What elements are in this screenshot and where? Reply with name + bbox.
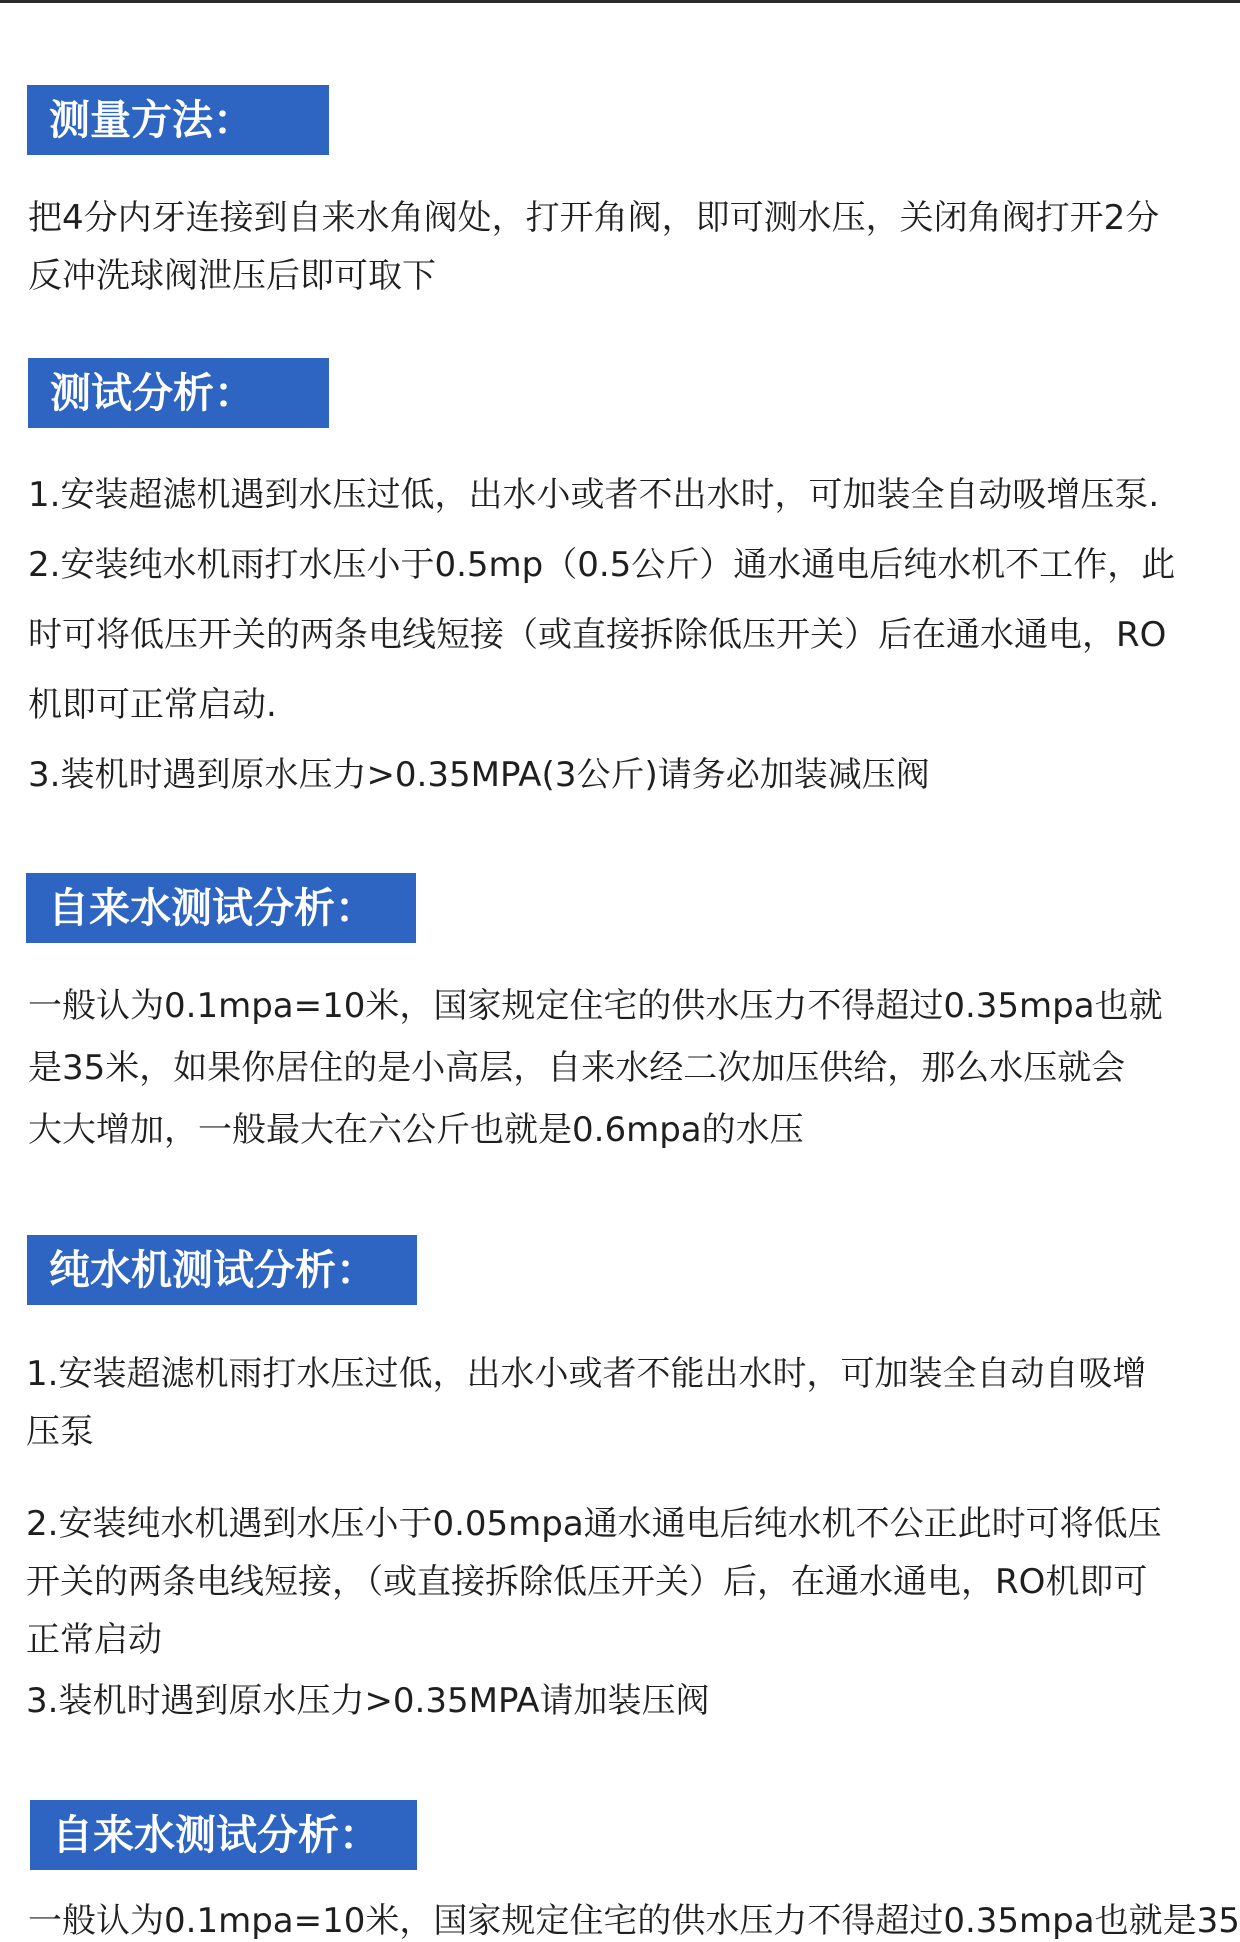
section-heading-measurement-method (27, 85, 329, 155)
paragraph-line: 机即可正常启动. (28, 685, 277, 725)
paragraph-line: 反冲洗球阀泄压后即可取下 (28, 256, 436, 296)
section-paragraph-purifier-analysis-cont (26, 1495, 1162, 1669)
section-heading-text: 自来水测试分析： (52, 1811, 380, 1859)
section-heading-test-analysis (28, 358, 329, 428)
paragraph-line: 时可将低压开关的两条电线短接（或直接拆除低压开关）后在通水通电，RO (28, 615, 1167, 655)
paragraph-line: 把4分内牙连接到自来水角阀处，打开角阀，即可测水压，关闭角阀打开2分 (28, 198, 1160, 238)
section-heading-text: 纯水机测试分析： (49, 1246, 377, 1294)
section-paragraph-tap-water-analysis (28, 975, 1163, 1161)
paragraph-line: 是35米，如果你居住的是小高层，自来水经二次加压供给，那么水压就会 (28, 1048, 1126, 1088)
section-paragraph-purifier-analysis (26, 1345, 1146, 1461)
paragraph-line: 压泵 (26, 1412, 94, 1452)
section-heading-text: 自来水测试分析： (48, 884, 376, 932)
clipped-paragraph-region (0, 1885, 1240, 1941)
paragraph-line: 3.装机时遇到原水压力>0.35MPA(3公斤)请务必加装减压阀 (28, 755, 930, 795)
paragraph-line: 2.安装纯水机雨打水压小于0.5mp（0.5公斤）通水通电后纯水机不工作，此 (28, 545, 1176, 585)
section-heading-text: 测量方法： (49, 96, 254, 144)
section-heading-tap-water-analysis-repeat (30, 1800, 417, 1870)
paragraph-line: 1.安装超滤机雨打水压过低，出水小或者不能出水时，可加装全自动自吸增 (26, 1354, 1147, 1394)
paragraph-line: 2.安装纯水机遇到水压小于0.05mpa通水通电后纯水机不公正此时可将低压 (26, 1504, 1162, 1544)
section-paragraph-test-analysis (28, 460, 1175, 810)
paragraph-line: 大大增加，一般最大在六公斤也就是0.6mpa的水压 (28, 1110, 804, 1150)
paragraph-line: 3.装机时遇到原水压力>0.35MPA请加装压阀 (26, 1681, 710, 1721)
paragraph-line: 一般认为0.1mpa=10米，国家规定住宅的供水压力不得超过0.35mpa也就 (28, 986, 1163, 1026)
section-paragraph-purifier-analysis-item3 (26, 1672, 710, 1730)
paragraph-line: 1.安装超滤机遇到水压过低，出水小或者不出水时，可加装全自动吸增压泵. (28, 475, 1160, 515)
section-heading-tap-water-analysis (26, 873, 416, 943)
section-heading-text: 测试分析： (50, 369, 255, 417)
paragraph-line: 一般认为0.1mpa=10米，国家规定住宅的供水压力不得超过0.35mpa也就是35 (28, 1901, 1240, 1941)
top-divider (0, 0, 1240, 3)
paragraph-line: 正常启动 (26, 1620, 162, 1660)
section-paragraph-measurement-method (28, 189, 1159, 305)
paragraph-line: 开关的两条电线短接，（或直接拆除低压开关）后，在通水通电，RO机即可 (26, 1562, 1148, 1602)
section-heading-purifier-analysis (27, 1235, 417, 1305)
